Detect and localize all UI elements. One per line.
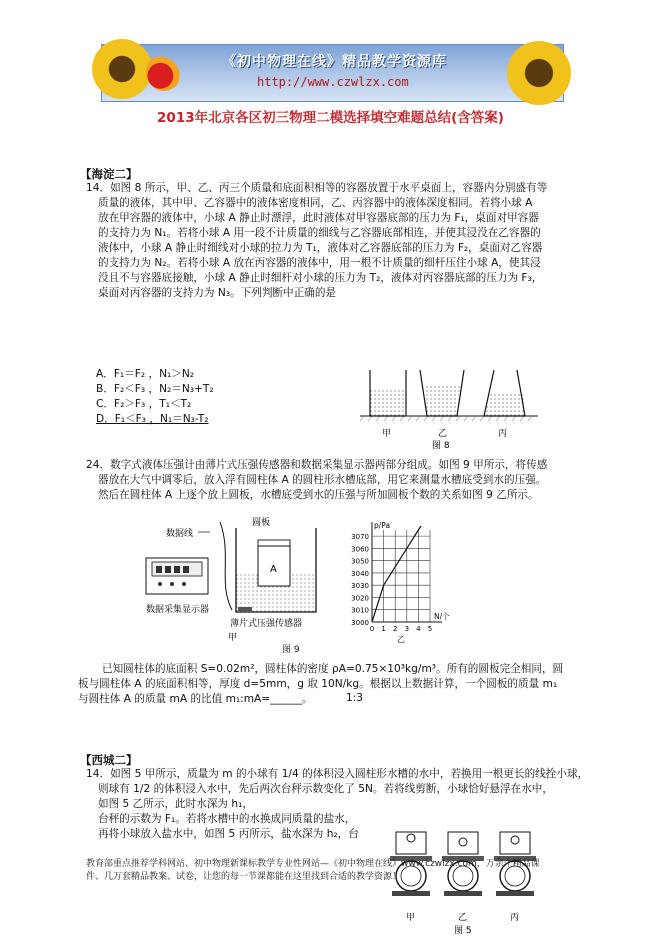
text-line: 14．如图 8 所示，甲、乙、丙三个质量和底面积相等的容器放置于水平桌面上，容器内分别盛有等 xyxy=(86,182,548,194)
y-tick-label: 3050 xyxy=(351,557,369,566)
cylinder-A-label: A xyxy=(270,564,277,575)
footer-line-1: 教育部重点推荐学科网站、初中物理新课标教学专业性网站—《初中物理在线》www.czwlzx.com，万余个精品课 xyxy=(86,859,540,869)
option-d: D．F₁＜F₃ ，N₁＝N₃-T₂ xyxy=(96,413,209,425)
question-14-haidian xyxy=(86,181,547,301)
x-tick-label: 3 xyxy=(404,625,410,633)
text-line: 桌面对丙容器的支持力为 N₃。下列判断中正确的是 xyxy=(98,287,337,299)
figure-9-apparatus xyxy=(140,514,340,644)
text-line: 则球有 1/2 的体积浸入水中，先后两次台秤示数变化了 5N。若将线剪断，小球恰好悬浮在水中， xyxy=(98,783,553,795)
fig9-label-jia: 甲 xyxy=(228,633,238,643)
label-display: 数据采集显示器 xyxy=(146,605,210,615)
container-bing xyxy=(484,370,525,416)
question-24 xyxy=(86,458,547,503)
y-tick-label: 3000 xyxy=(351,619,369,627)
text-line: 质量的液体，其中甲、乙容器中的液体密度相同，乙、丙容器中的液体深度相同。若将小球 A xyxy=(98,197,533,209)
section-heading-haidian: 【海淀二】 xyxy=(80,167,138,181)
text-line: 24．数字式液体压强计由薄片式压强传感器和数据采集显示器两部分组成。如图 9 甲所示，将传感 xyxy=(86,459,548,471)
footer-line-2: 件、几万套精品教案、试卷，让您的每一节课都能在这里找到合适的教学资源！ xyxy=(86,872,402,882)
option-b: B．F₂＜F₃ ，N₂＝N₃+T₂ xyxy=(96,383,214,395)
fig9-caption: 图 9 xyxy=(282,645,300,655)
banner-url[interactable]: http://www.czwlzx.com xyxy=(257,75,409,89)
option-c: C．F₂＞F₃ ，T₁＜T₂ xyxy=(96,398,192,410)
label-disc: 圆板 xyxy=(252,518,271,528)
text-line: 的支持力为 N₂。若将小球 A 放在丙容器的液体中，用一根不计质量的细杆压住小球 A，使其浸 xyxy=(98,257,541,269)
text-line: 已知圆柱体的底面积 S=0.02m²，圆柱体的密度 ρA=0.75×10³kg/m³。所有的圆板完全相同，圆 xyxy=(102,663,564,675)
sunflower-image xyxy=(92,39,152,99)
footer xyxy=(86,856,540,882)
x-tick-label: 0 xyxy=(369,625,375,633)
text-line: 的支持力为 N₁。若将小球 A 用一段不计质量的细线与乙容器底部相连，并使其浸没在乙容器的 xyxy=(98,227,541,239)
x-tick-label: 5 xyxy=(427,625,433,633)
site-logo xyxy=(146,53,182,91)
text-line: 如图 5 乙所示，此时水深为 h₁， xyxy=(98,798,253,810)
fig5-label-bing: 丙 xyxy=(510,913,520,923)
question-24-continued xyxy=(78,662,563,707)
section-heading-xicheng: 【西城二】 xyxy=(80,753,138,767)
text-line: 板与圆柱体 A 的底面积相等，厚度 d=5mm，g 取 10N/kg。根据以上数据计算，一个圆板的质量 m₁ xyxy=(78,678,558,690)
fig5-label-yi: 乙 xyxy=(458,913,468,923)
y-tick-label: 3070 xyxy=(351,533,369,542)
text-line: 14．如图 5 甲所示，质量为 m 的小球有 1/4 的体积浸入圆柱形水槽的水中，若换用一根更长的线拴小球， xyxy=(86,768,589,780)
label-sensor: 薄片式压强传感器 xyxy=(230,619,303,629)
fig8-caption: 图 8 xyxy=(432,441,450,451)
header-banner xyxy=(101,44,564,102)
text-line: 与圆柱体 A 的质量 mA 的比值 m₁:mA=______。 xyxy=(78,693,313,705)
y-axis-label: p/Pa xyxy=(374,521,391,530)
sunflower-image xyxy=(507,41,571,105)
fig5-label-jia: 甲 xyxy=(406,913,416,923)
banner-title: 《初中物理在线》精品教学资源库 xyxy=(222,54,447,70)
container-jia xyxy=(370,370,406,416)
fig8-label-jia: 甲 xyxy=(382,429,392,439)
text-line: 放在甲容器的液体中，小球 A 静止时漂浮，此时液体对甲容器底部的压力为 F₁，桌面对甲容器 xyxy=(98,212,539,224)
answer-options xyxy=(96,366,214,426)
label-data-line: 数据线 xyxy=(166,529,194,539)
y-tick-label: 3020 xyxy=(351,594,369,603)
text-line: 台秤的示数为 F₁。若将水槽中的水换成同质量的盐水， xyxy=(98,813,356,825)
fig5-caption: 图 5 xyxy=(454,926,472,936)
option-a: A．F₁＝F₂ ，N₁＞N₂ xyxy=(96,368,195,380)
fig8-label-bing: 丙 xyxy=(498,429,508,439)
figure-8-containers xyxy=(358,366,540,452)
container-yi xyxy=(420,370,464,416)
x-tick-label: 4 xyxy=(416,625,421,633)
text-line: 液体中，小球 A 静止时细线对小球的拉力为 T₁，液体对乙容器底部的压力为 F₂，桌面对乙容器 xyxy=(98,242,543,254)
answer-value: 1:3 xyxy=(346,692,364,704)
document-title: 2013年北京各区初三物理二模选择填空难题总结(含答案) xyxy=(157,110,504,126)
x-tick-label: 1 xyxy=(381,625,386,633)
display-device xyxy=(146,558,208,594)
fig9-label-yi: 乙 xyxy=(397,635,405,644)
text-line: 然后在圆柱体 A 上逐个放上圆板，水槽底受到水的压强与所加圆板个数的关系如图 9 乙所示。 xyxy=(98,489,539,501)
figure-9-chart xyxy=(334,518,450,644)
y-tick-label: 3040 xyxy=(351,569,369,578)
y-tick-label: 3030 xyxy=(351,582,369,591)
text-line: 器放在大气中调零后，放入浮有圆柱体 A 的圆柱形水槽底部，用它来测量水槽底受到水的压强。 xyxy=(98,474,547,486)
text-line: 再将小球放入盐水中，如图 5 丙所示，盐水深为 h₂，台 xyxy=(98,828,359,840)
text-line: 没且不与容器底接触，小球 A 静止时细杆对小球的压力为 T₂，液体对丙容器底部的压力为 F₃， xyxy=(98,272,543,284)
x-tick-label: 2 xyxy=(392,625,398,633)
y-tick-label: 3010 xyxy=(351,606,369,615)
x-axis-label: N/个 xyxy=(434,612,450,621)
y-tick-label: 3060 xyxy=(351,545,369,554)
fig8-label-yi: 乙 xyxy=(438,429,448,439)
